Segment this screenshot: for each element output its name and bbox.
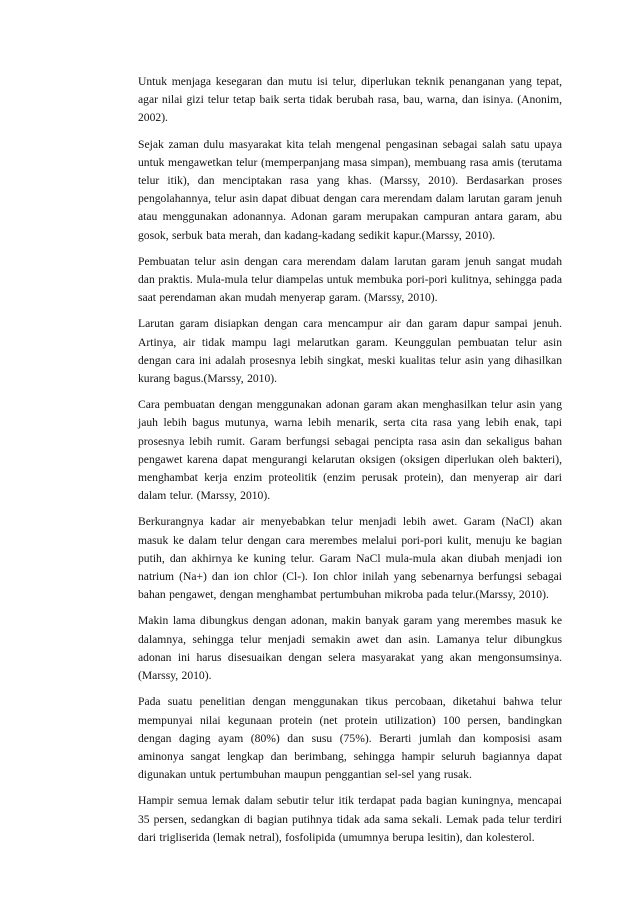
paragraph-4: Larutan garam disiapkan dengan cara mencampur air dan garam dapur sampai jenuh. Artinya, air tidak mampu lagi melarutkan garam. Keunggulan pembuatan telur asin dengan cara ini adalah prosesnya lebih singkat, meski kualitas telur asin yang dihasilkan kurang bagus.(Marssy, 2010). xyxy=(138,317,562,386)
paragraph-8: Pada suatu penelitian dengan menggunakan tikus percobaan, diketahui bahwa telur mempunyai nilai kegunaan protein (net protein utilization) 100 persen, bandingkan dengan daging ayam (80%) dan susu (75%). Berarti jumlah dan komposisi asam aminonya sangat lengkap dan berimbang, sehingga hampir seluruh bagiannya dapat digunakan untuk pertumbuhan maupun penggantian sel-sel yang rusak. xyxy=(138,695,562,782)
paragraph-9: Hampir semua lemak dalam sebutir telur itik terdapat pada bagian kuningnya, mencapai 35 persen, sedangkan di bagian putihnya tidak ada sama sekali. Lemak pada telur terdiri dari trigliserida (lemak netral), fosfolipida (umumnya berupa lesitin), dan kolesterol. xyxy=(138,794,562,844)
paragraph-3: Pembuatan telur asin dengan cara merendam dalam larutan garam jenuh sangat mudah dan praktis. Mula-mula telur diampelas untuk membuka pori-pori kulitnya, sehingga pada saat perendaman akan mudah menyerap garam. (Marssy, 2010). xyxy=(138,254,562,305)
paragraph-7: Makin lama dibungkus dengan adonan, makin banyak garam yang merembes masuk ke dalamnya, sehingga telur menjadi semakin awet dan asin. Lamanya telur dibungkus adonan ini harus disesuaikan dengan selera masyarakat yang akan mengonsumsinya. (Marssy, 2010). xyxy=(138,614,562,683)
paragraph-1: Untuk menjaga kesegaran dan mutu isi telur, diperlukan teknik penanganan yang tepat, agar nilai gizi telur tetap baik serta tidak berubah rasa, bau, warna, dan isinya. (Anonim, 2002). xyxy=(138,75,562,125)
paragraph-6: Berkurangnya kadar air menyebabkan telur menjadi lebih awet. Garam (NaCl) akan masuk ke dalam telur dengan cara merembes melalui pori-pori kulit, menuju ke bagian putih, dan akhirnya ke kuning telur. Garam NaCl mula-mula akan diubah menjadi ion natrium (Na+) dan ion chlor (Cl-). Ion chlor inilah yang sebenarnya berfungsi sebagai bahan pengawet, dengan menghambat pertumbuhan mikroba pada telur.(Marssy, 2010). xyxy=(138,515,562,602)
paragraph-5: Cara pembuatan dengan menggunakan adonan garam akan menghasilkan telur asin yang jauh lebih bagus mutunya, warna lebih menarik, serta cita rasa yang lebih enak, tapi prosesnya lebih rumit. Garam berfungsi sebagai pencipta rasa asin dan sekaligus bahan pengawet karena dapat mengurangi kelarutan oksigen (oksigen diperlukan oleh bakteri), menghambat kerja enzim proteolitik (enzim perusak protein), dan menyerap air dari dalam telur. (Marssy, 2010). xyxy=(138,398,562,503)
paragraph-2: Sejak zaman dulu masyarakat kita telah mengenal pengasinan sebagai salah satu upaya untuk mengawetkan telur (memperpanjang masa simpan), membuang rasa amis (terutama telur itik), dan menciptakan rasa yang khas. (Marssy, 2010). Berdasarkan proses pengolahannya, telur asin dapat dibuat dengan cara merendam dalam larutan garam jenuh atau menggunakan adonannya. Adonan garam merupakan campuran antara garam, abu gosok, serbuk bata merah, dan kadang-kadang sedikit kapur.(Marssy, 2010). xyxy=(138,137,562,242)
document-body xyxy=(138,73,562,855)
